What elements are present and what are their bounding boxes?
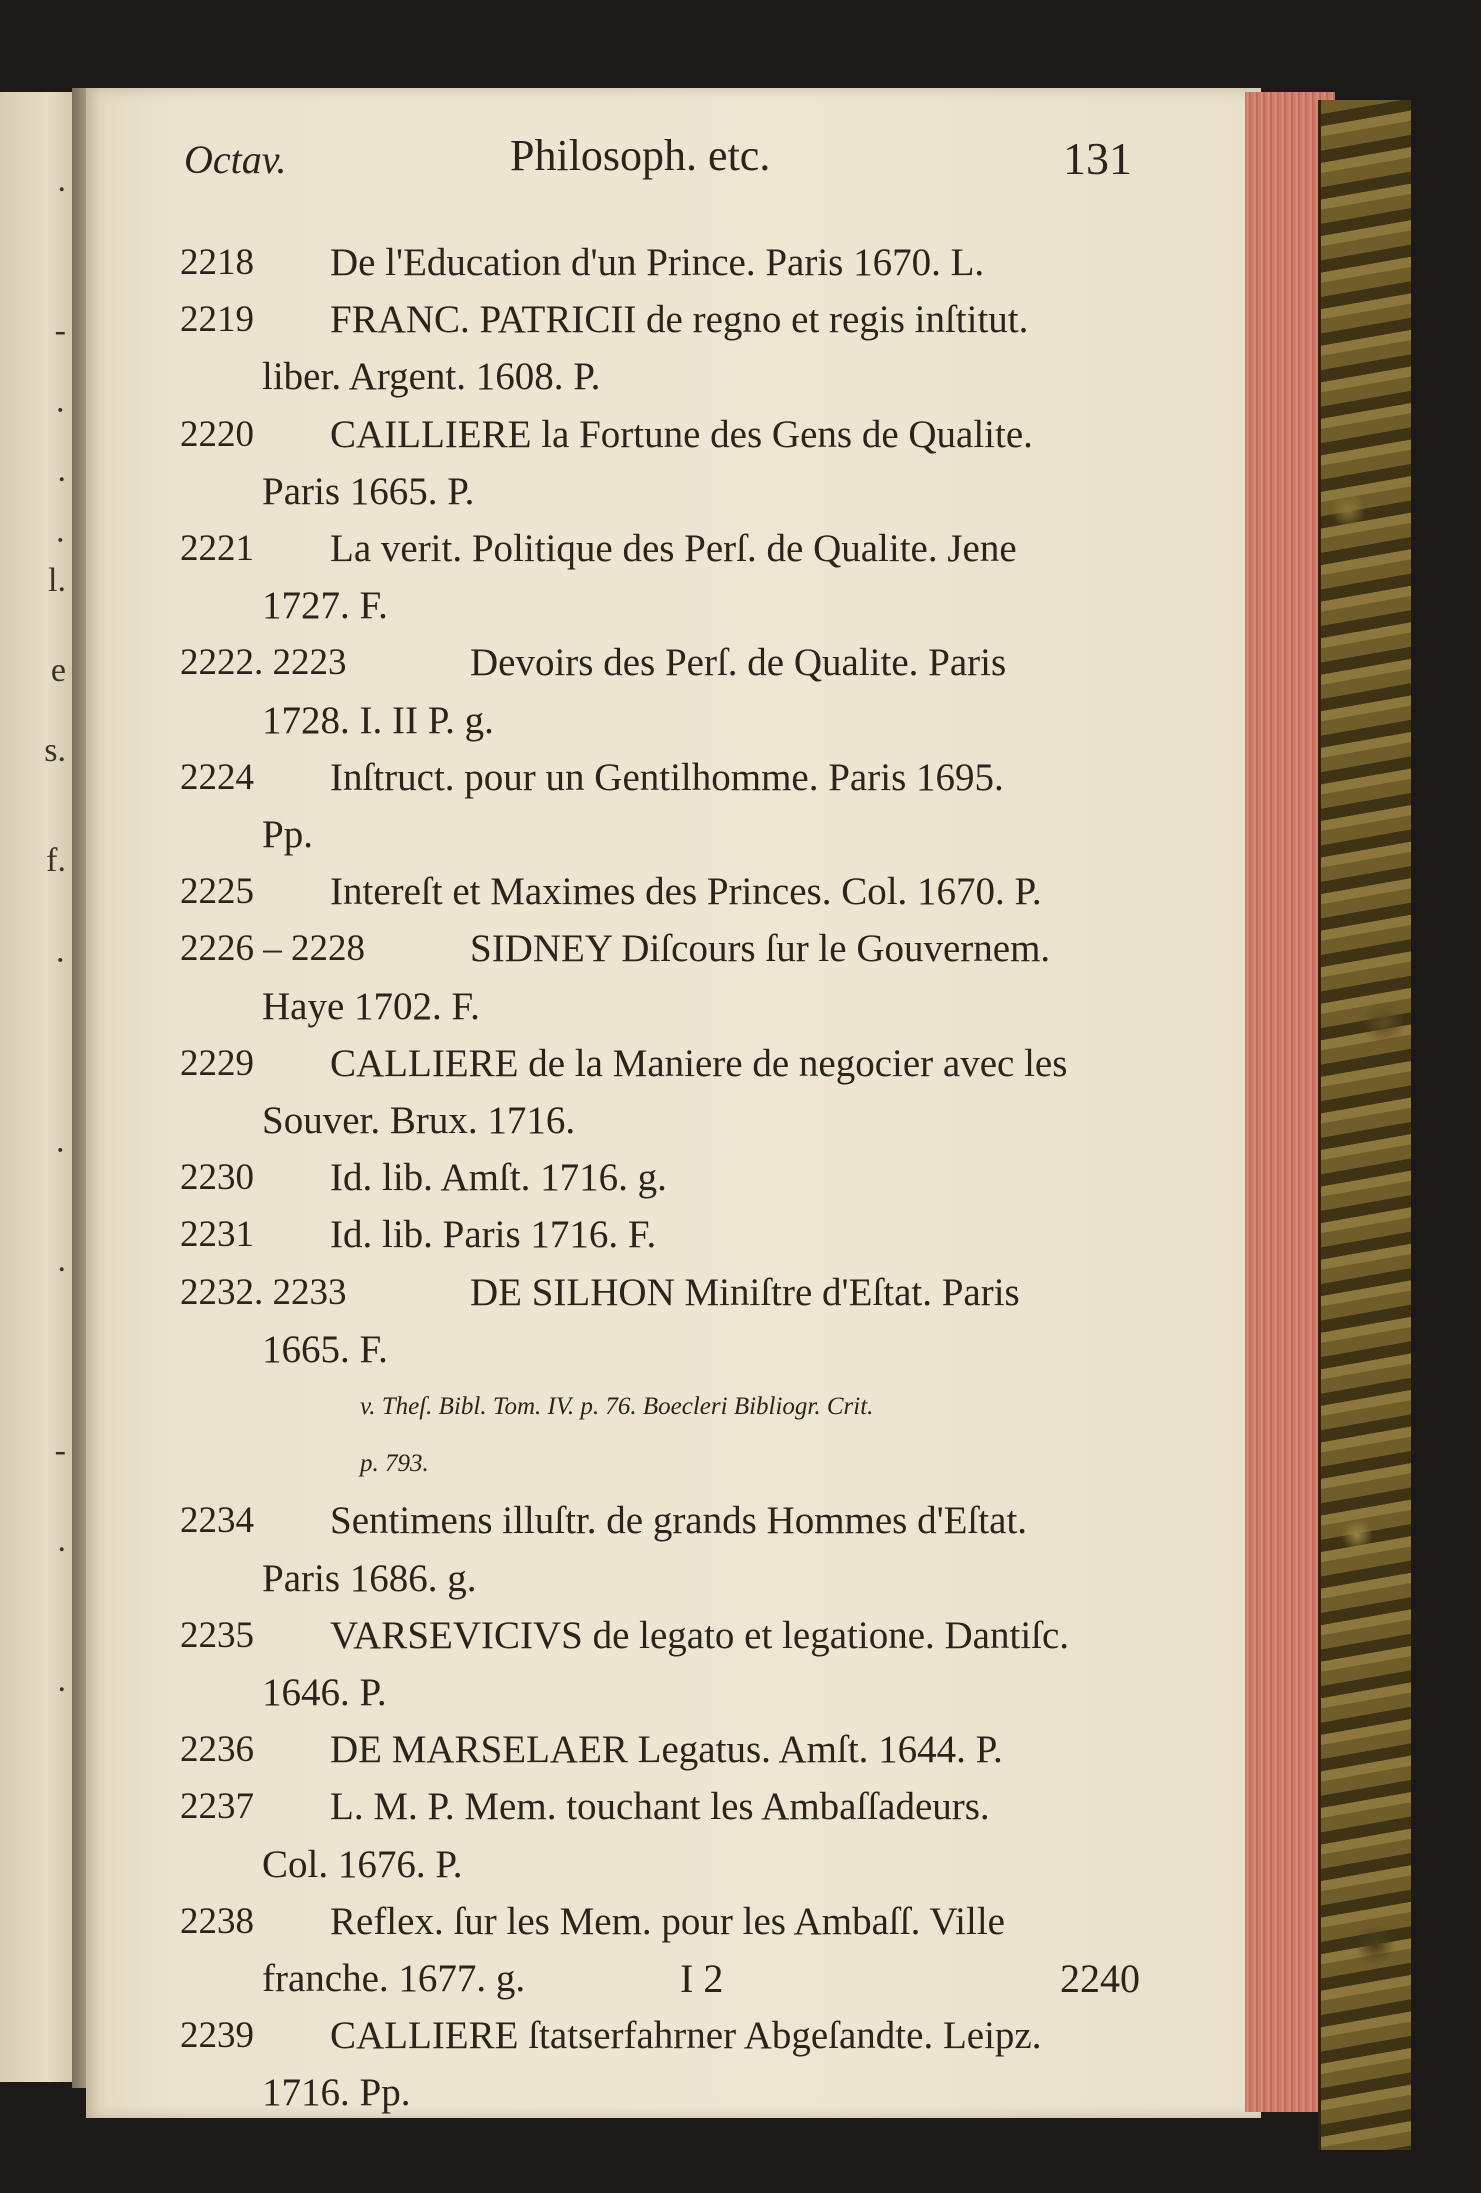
catalogue-entry-line bbox=[180, 1038, 1140, 1090]
entry-text: 1728. I. II P. g. bbox=[262, 699, 494, 742]
page-number: 131 bbox=[1063, 133, 1132, 184]
entry-text: La verit. Politique des Perſ. de Qualite. Jene bbox=[330, 527, 1017, 570]
catalogue-entry-line bbox=[180, 351, 1140, 403]
left-page-fragment: · bbox=[54, 522, 66, 559]
lot-number: 2224 bbox=[180, 757, 254, 798]
catalogue-entry-line bbox=[180, 2067, 1140, 2119]
entry-text: DE MARSELAER Legatus. Amſt. 1644. P. bbox=[330, 1728, 1003, 1771]
catalogue-entry-line bbox=[180, 1152, 1140, 1204]
entry-text: L. M. P. Mem. touchant les Ambaſſadeurs. bbox=[330, 1785, 990, 1828]
entry-text: franche. 1677. g. bbox=[262, 1957, 526, 2000]
left-page-fragment: · bbox=[54, 1132, 66, 1169]
catalogue-entry-line bbox=[180, 1724, 1140, 1776]
catalogue-entry-line bbox=[180, 695, 1140, 747]
catalogue-entry-line bbox=[180, 866, 1140, 918]
entry-text: Devoirs des Perſ. de Qualite. Paris bbox=[470, 641, 1007, 684]
entry-text: 1716. Pp. bbox=[262, 2071, 411, 2114]
entry-text: CALLIERE de la Maniere de negocier avec les bbox=[330, 1042, 1068, 1085]
lot-number: 2230 bbox=[180, 1157, 254, 1198]
catalogue-entry-line bbox=[180, 1896, 1140, 1948]
entry-text: Id. lib. Amſt. 1716. g. bbox=[330, 1156, 667, 1199]
entry-text: Id. lib. Paris 1716. F. bbox=[330, 1213, 657, 1256]
catalogue-entry-line bbox=[180, 1209, 1140, 1261]
catalogue-entry-line bbox=[180, 1324, 1140, 1376]
lot-number: 2237 bbox=[180, 1786, 254, 1827]
catalogue-entry-line bbox=[180, 809, 1140, 861]
entry-text: Haye 1702. F. bbox=[262, 985, 480, 1028]
entry-text: p. 793. bbox=[360, 1450, 429, 1477]
left-page-fragment: e bbox=[50, 652, 66, 689]
catalogue-entry-line bbox=[180, 637, 1140, 689]
catalogue-entry-line bbox=[180, 752, 1140, 804]
catalogue-entry-line bbox=[180, 1781, 1140, 1833]
entry-text: liber. Argent. 1608. P. bbox=[262, 355, 601, 398]
lot-number: 2234 bbox=[180, 1500, 254, 1541]
catalogue-entry-line bbox=[180, 1839, 1140, 1891]
entry-text: Pp. bbox=[262, 813, 313, 856]
entry-text: Inſtruct. pour un Gentilhomme. Paris 1695. bbox=[330, 756, 1004, 799]
catalogue-entry-line bbox=[180, 237, 1140, 289]
lot-number: 2226 – 2228 bbox=[180, 928, 365, 969]
left-page-fragment: s. bbox=[44, 732, 66, 769]
lot-number: 2238 bbox=[180, 1901, 254, 1942]
left-page-fragment: - bbox=[54, 1432, 66, 1469]
catalogue-entry-line bbox=[180, 294, 1140, 346]
lot-number: 2236 bbox=[180, 1729, 254, 1770]
left-page-fragment: · bbox=[54, 392, 66, 429]
lot-number: 2222. 2223 bbox=[180, 642, 347, 683]
catalogue-entry-line bbox=[180, 1553, 1140, 1605]
left-page-fragment: . bbox=[57, 1662, 66, 1699]
entry-text: 1727. F. bbox=[262, 584, 388, 627]
left-page-fragment: - bbox=[54, 312, 66, 349]
catalogue-entry-line bbox=[180, 1095, 1140, 1147]
entry-text: SIDNEY Diſcours ſur le Gouvernem. bbox=[470, 927, 1051, 970]
catalogue-entry-line bbox=[180, 923, 1140, 975]
entry-text: FRANC. PATRICII de regno et regis inſtitut. bbox=[330, 298, 1029, 341]
entry-text: Paris 1686. g. bbox=[262, 1557, 477, 1600]
entry-text: CALLIERE ſtatserfahrner Abgeſandte. Leipz. bbox=[330, 2014, 1042, 2057]
left-page-fragment: . bbox=[57, 162, 66, 199]
page-footer bbox=[180, 1955, 1140, 2015]
lot-number: 2229 bbox=[180, 1043, 254, 1084]
lot-number: 2239 bbox=[180, 2015, 254, 2056]
entry-text: De l'Education d'un Prince. Paris 1670. L. bbox=[330, 241, 985, 284]
catalogue-entry-line bbox=[180, 466, 1140, 518]
catalogue-entry-line bbox=[180, 1495, 1140, 1547]
catalogue-entry-line bbox=[180, 1267, 1140, 1319]
catchword: 2240 bbox=[1060, 1956, 1140, 2001]
entry-text: Col. 1676. P. bbox=[262, 1843, 463, 1886]
left-page-fragment: f. bbox=[46, 842, 66, 879]
lot-number: 2232. 2233 bbox=[180, 1272, 347, 1313]
entry-text: 1665. F. bbox=[262, 1328, 388, 1371]
lot-number: 2221 bbox=[180, 528, 254, 569]
entry-text: Sentimens illuſtr. de grands Hommes d'Eſtat. bbox=[330, 1499, 1028, 1542]
entry-text: Souver. Brux. 1716. bbox=[262, 1099, 576, 1142]
entry-text: VARSEVICIVS de legato et legatione. Dantiſc. bbox=[330, 1614, 1070, 1657]
entry-text: Reflex. ſur les Mem. pour les Ambaſſ. Ville bbox=[330, 1900, 1005, 1943]
lot-number: 2235 bbox=[180, 1615, 254, 1656]
catalogue-entry-line bbox=[180, 580, 1140, 632]
signature-mark: I 2 bbox=[680, 1956, 724, 2001]
left-page-fragment: . bbox=[57, 1242, 66, 1279]
left-page-fragment: . bbox=[57, 1522, 66, 1559]
entry-text: v. Theſ. Bibl. Tom. IV. p. 76. Boecleri Bibliogr. Crit. bbox=[360, 1393, 874, 1420]
catalogue-entry-line bbox=[180, 409, 1140, 461]
entry-text: Paris 1665. P. bbox=[262, 470, 475, 513]
left-page-fragment: . bbox=[57, 452, 66, 489]
catalogue-entry-line bbox=[180, 981, 1140, 1033]
format-label: Octav. bbox=[184, 137, 287, 182]
section-title: Philosoph. etc. bbox=[510, 131, 771, 180]
entry-text: CAILLIERE la Fortune des Gens de Qualite. bbox=[330, 413, 1033, 456]
lot-number: 2220 bbox=[180, 414, 254, 455]
lot-number: 2231 bbox=[180, 1214, 254, 1255]
entry-text: 1646. P. bbox=[262, 1671, 387, 1714]
left-page-fragment: · bbox=[54, 942, 66, 979]
entry-text: DE SILHON Miniſtre d'Eſtat. Paris bbox=[470, 1271, 1020, 1314]
catalogue-entry-line bbox=[180, 523, 1140, 575]
entry-text: Intereſt et Maximes des Princes. Col. 1670. P. bbox=[330, 870, 1042, 913]
catalogue-entry-line bbox=[180, 2010, 1140, 2062]
catalogue-entry-line bbox=[180, 1667, 1140, 1719]
catalogue-note-line bbox=[180, 1438, 1140, 1490]
catalogue-entry-line bbox=[180, 1610, 1140, 1662]
lot-number: 2219 bbox=[180, 299, 254, 340]
lot-number: 2218 bbox=[180, 242, 254, 283]
catalogue-note-line bbox=[180, 1381, 1140, 1433]
lot-number: 2225 bbox=[180, 871, 254, 912]
left-page-fragment: l. bbox=[48, 562, 66, 599]
